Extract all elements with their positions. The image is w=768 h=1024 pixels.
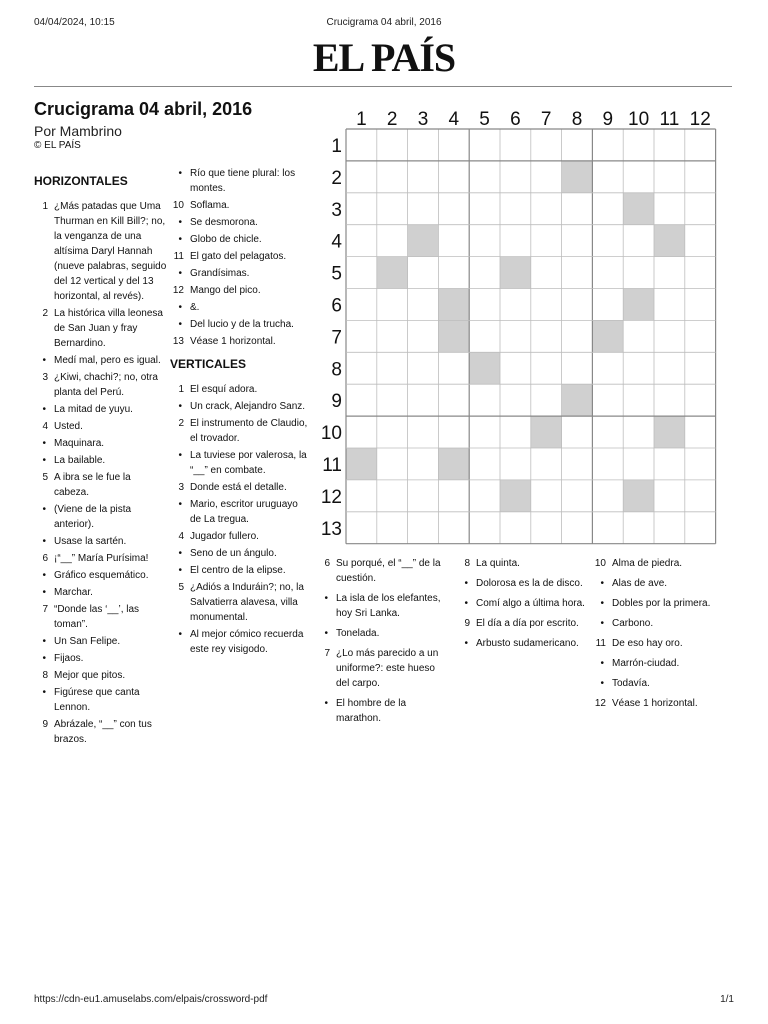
column-number: 4 [448,109,460,130]
bullet-icon: • [42,636,46,647]
clue-number: 4 [178,531,184,542]
row-number: 11 [322,454,342,476]
column-number: 8 [571,109,583,130]
clue-text: ¿Adiós a Induráin?; no, la Salvatierra alavesa, villa monumental. [190,582,304,623]
clue-number: 5 [178,582,184,593]
column-number: 2 [386,109,398,130]
bullet-icon: • [42,687,46,698]
clue-number: 1 [42,201,48,212]
clue-text: El centro de la elipse. [190,565,286,576]
clue-number: 7 [324,648,330,659]
clue-text: Marchar. [54,587,93,598]
clue-text: Maquinara. [54,438,105,449]
clue-text: Tonelada. [336,628,380,639]
column-number: 1 [356,109,367,130]
clue-text: Alma de piedra. [612,558,683,569]
clue-number: 9 [42,719,48,730]
clue-text: Dolorosa es la de disco. [476,578,583,589]
black-cell [592,320,623,352]
black-cell [500,480,531,512]
clue-text: Jugador fullero. [190,531,259,542]
horizontales-heading: HORIZONTALES [34,174,128,188]
clue-text: El instrumento de Claudio, el trovador. [190,418,308,444]
clue-text: “Donde las ‘__’, las toman”. [54,604,140,630]
clue-number: 12 [594,698,606,709]
bullet-icon: • [178,450,182,461]
black-cell [500,257,531,289]
bullet-icon: • [42,438,46,449]
clue-text: La tuviese por valerosa, la “__” en combate. [190,450,307,476]
black-cell [346,448,377,480]
clue-number: 10 [594,558,606,569]
bullet-icon: • [324,698,328,709]
clue-text: A ibra se le fue la cabeza. [54,472,131,498]
clue-number: 6 [42,553,48,564]
clue-text: Gráfico esquemático. [54,570,149,581]
clue-text: Su porqué, el “__” de la cuestión. [336,558,441,584]
clue-text: La quinta. [476,558,520,569]
bullet-icon: • [42,404,46,415]
bullet-icon: • [42,504,46,515]
column-number: 7 [540,109,552,130]
clue-text: (Viene de la pista anterior). [54,504,132,530]
clue-text: Véase 1 horizontal. [190,336,276,347]
footer-page-number: 1/1 [720,994,734,1005]
row-number: 1 [331,135,342,157]
black-cell [438,289,469,321]
clue-number: 4 [42,421,48,432]
column-number: 12 [689,109,711,130]
clue-text: Donde está el detalle. [190,482,287,493]
row-number: 4 [331,231,342,253]
row-number: 7 [331,327,342,349]
black-cell [408,225,439,257]
clue-number: 3 [42,372,48,383]
black-cell [562,161,593,193]
clue-text: Globo de chicle. [190,234,262,245]
clue-text: Abrázale, “__” con tus brazos. [54,719,152,745]
row-number: 5 [331,263,342,285]
crossword-author: Por Mambrino [34,123,122,139]
black-cell [531,416,562,448]
bullet-icon: • [42,455,46,466]
clue-text: Carbono. [612,618,654,629]
row-number: 13 [320,518,342,540]
black-cell [654,225,685,257]
clue-text: El día a día por escrito. [476,618,579,629]
clue-number: 6 [324,558,330,569]
bullet-icon: • [600,618,604,629]
crossword-copyright: © EL PAÍS [34,140,81,151]
clue-text: Seno de un ángulo. [190,548,277,559]
row-number: 10 [320,423,342,445]
clue-text: Mario, escritor uruguayo de La tregua. [190,499,298,525]
column-number: 11 [659,109,680,130]
bullet-icon: • [600,598,604,609]
bullet-icon: • [42,653,46,664]
clue-number: 13 [172,336,184,347]
clue-text: Fijaos. [54,653,84,664]
clue-text: Comí algo a última hora. [476,598,585,609]
clue-text: ¿Lo más parecido a un uniforme?: este hueso del carpo. [336,648,439,689]
column-number: 5 [479,109,490,130]
black-cell [623,289,654,321]
black-cell [438,320,469,352]
clue-text: Figúrese que canta Lennon. [54,687,140,713]
clue-text: Véase 1 horizontal. [612,698,698,709]
clue-text: Dobles por la primera. [612,598,711,609]
clue-text: Un crack, Alejandro Sanz. [190,401,306,412]
row-number: 2 [331,167,342,189]
bullet-icon: • [42,536,46,547]
black-cell [562,384,593,416]
bullet-icon: • [178,217,182,228]
bullet-icon: • [324,593,328,604]
clue-number: 7 [42,604,48,615]
row-number: 8 [331,359,342,381]
column-number: 9 [602,109,614,130]
bullet-icon: • [178,234,182,245]
bullet-icon: • [600,578,604,589]
bullet-icon: • [178,499,182,510]
crossword-title: Crucigrama 04 abril, 2016 [34,99,253,119]
row-number: 6 [331,295,342,317]
clue-number: 9 [464,618,470,629]
clue-text: El hombre de la marathon. [336,698,407,724]
column-number: 10 [628,109,650,130]
clue-text: Un San Felipe. [54,636,121,647]
clue-number: 1 [178,384,184,395]
clue-text: ¿Más patadas que Uma Thurman en Kill Bill?; no, la venganza de una altísima Daryl Hannah (nueve palabras, seguido del 12 vertical y del 13 horizontal, al revés). [54,201,167,302]
bullet-icon: • [178,548,182,559]
clue-text: El gato del pelagatos. [190,251,287,262]
clue-text: Río que tiene plural: los montes. [190,168,296,194]
clue-text: Se desmorona. [190,217,258,228]
clue-text: La isla de los elefantes, hoy Sri Lanka. [336,593,441,619]
bullet-icon: • [42,570,46,581]
clue-text: Arbusto sudamericano. [476,638,579,649]
print-title: Crucigrama 04 abril, 2016 [326,17,442,28]
bullet-icon: • [600,678,604,689]
clue-number: 2 [42,308,48,319]
clue-text: Medí mal, pero es igual. [54,355,161,366]
black-cell [654,416,685,448]
clue-text: &. [190,302,200,313]
clue-number: 11 [173,251,184,262]
clue-number: 5 [42,472,48,483]
bullet-icon: • [178,268,182,279]
clue-text: La histórica villa leonesa de San Juan y fray Bernardino. [54,308,163,349]
black-cell [623,480,654,512]
clue-text: Mango del pico. [190,285,261,296]
row-number: 12 [320,486,342,508]
clue-number: 2 [178,418,184,429]
clue-text: Marrón-ciudad. [612,658,680,669]
bullet-icon: • [600,658,604,669]
clue-number: 8 [464,558,470,569]
el-pais-logo: EL PAÍS [312,35,456,80]
clue-text: El esquí adora. [190,384,258,395]
bullet-icon: • [42,355,46,366]
bullet-icon: • [178,629,182,640]
bullet-icon: • [178,319,182,330]
bullet-icon: • [178,302,182,313]
black-cell [377,257,408,289]
clue-text: De eso hay oro. [612,638,683,649]
bullet-icon: • [42,587,46,598]
verticales-heading: VERTICALES [170,357,247,371]
clue-text: Soflama. [190,200,230,211]
clue-text: La mitad de yuyu. [54,404,133,415]
bullet-icon: • [464,638,468,649]
row-number: 9 [331,391,342,413]
bullet-icon: • [178,168,182,179]
clue-text: Al mejor cómico recuerda este rey visigodo. [190,629,304,655]
bullet-icon: • [464,578,468,589]
bullet-icon: • [178,401,182,412]
clue-text: Todavía. [612,678,650,689]
clue-number: 8 [42,670,48,681]
clue-text: Usase la sartén. [54,536,127,547]
clue-number: 11 [595,638,606,649]
bullet-icon: • [324,628,328,639]
clue-text: Alas de ave. [612,578,668,589]
bullet-icon: • [178,565,182,576]
print-date: 04/04/2024, 10:15 [34,17,115,28]
clue-number: 10 [172,200,184,211]
clue-number: 3 [178,482,184,493]
clue-text: ¿Kiwi, chachi?; no, otra planta del Perú. [54,372,158,398]
clue-number: 12 [172,285,184,296]
clue-text: Grandísimas. [190,268,250,279]
column-number: 6 [510,109,521,130]
clue-text: Mejor que pitos. [54,670,126,681]
clue-text: ¡“__” María Purísima! [54,553,149,564]
bullet-icon: • [464,598,468,609]
column-number: 3 [417,109,429,130]
black-cell [469,352,500,384]
clue-text: Del lucio y de la trucha. [190,319,294,330]
black-cell [438,448,469,480]
clue-text: Usted. [54,421,83,432]
black-cell [623,193,654,225]
row-number: 3 [331,199,342,221]
clue-text: La bailable. [54,455,106,466]
footer-url: https://cdn-eu1.amuselabs.com/elpais/crossword-pdf [34,994,268,1005]
